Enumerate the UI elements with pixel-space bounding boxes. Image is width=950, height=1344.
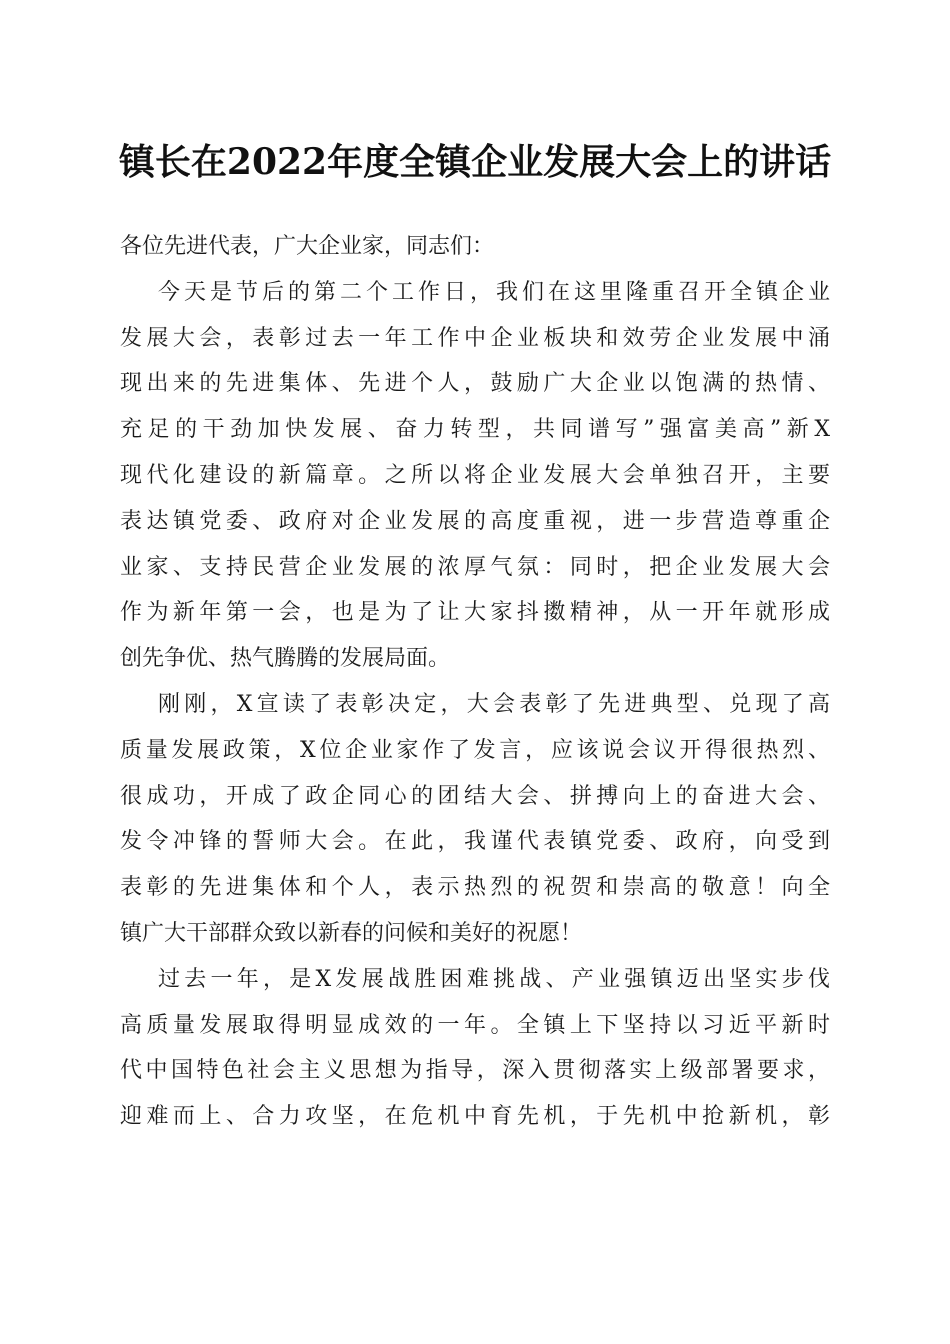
paragraph-1-line-8: 作为新年第一会，也是为了让大家抖擞精神，从一开年就形成 xyxy=(120,600,830,626)
paragraph-2-line-4: 发令冲锋的誓师大会。在此，我谨代表镇党委、政府，向受到 xyxy=(120,829,830,855)
paragraph-2-line-3: 很成功，开成了政企同心的团结大会、拼搏向上的奋进大会、 xyxy=(120,783,830,809)
paragraph-2-line-5: 表彰的先进集体和个人，表示热烈的祝贺和崇高的敬意！向全 xyxy=(120,875,830,901)
paragraph-3-line-4: 迎难而上、合力攻坚，在危机中育先机，于先机中抢新机，彰 xyxy=(120,1104,830,1130)
paragraph-1-line-9: 创先争优、热气腾腾的发展局面。 xyxy=(120,646,451,672)
paragraph-2-line-6: 镇广大干部群众致以新春的问候和美好的祝愿！ xyxy=(120,920,583,946)
paragraph-1-line-2: 发展大会，表彰过去一年工作中企业板块和效劳企业发展中涌 xyxy=(120,325,830,351)
document-body xyxy=(120,224,830,1140)
paragraph-3-line-3: 代中国特色社会主义思想为指导，深入贯彻落实上级部署要求， xyxy=(120,1058,830,1084)
paragraph-1-line-7: 业家、支持民营企业发展的浓厚气氛：同时，把企业发展大会 xyxy=(120,554,830,580)
paragraph-1-line-1: 今天是节后的第二个工作日，我们在这里隆重召开全镇企业 xyxy=(158,279,830,305)
paragraph-3-line-1: 过去一年，是X发展战胜困难挑战、产业强镇迈出坚实步伐 xyxy=(158,966,830,992)
paragraph-1-line-6: 表达镇党委、政府对企业发展的高度重视，进一步营造尊重企 xyxy=(120,508,830,534)
paragraph-1-line-5: 现代化建设的新篇章。之所以将企业发展大会单独召开，主要 xyxy=(120,462,830,488)
document-title: 镇长在2022年度全镇企业发展大会上的讲话 xyxy=(118,141,832,183)
paragraph-2-line-2: 质量发展政策，X位企业家作了发言，应该说会议开得很热烈、 xyxy=(120,737,830,763)
paragraph-3-line-2: 高质量发展取得明显成效的一年。全镇上下坚持以习近平新时 xyxy=(120,1012,830,1038)
paragraph-2-line-1: 刚刚，X宣读了表彰决定，大会表彰了先进典型、兑现了高 xyxy=(158,691,830,717)
paragraph-1-line-3: 现出来的先进集体、先进个人，鼓励广大企业以饱满的热情、 xyxy=(120,371,830,397)
salutation: 各位先进代表，广大企业家，同志们： xyxy=(120,234,495,259)
paragraph-1-line-4: 充足的干劲加快发展、奋力转型，共同谱写”强富美高”新X xyxy=(120,417,830,443)
